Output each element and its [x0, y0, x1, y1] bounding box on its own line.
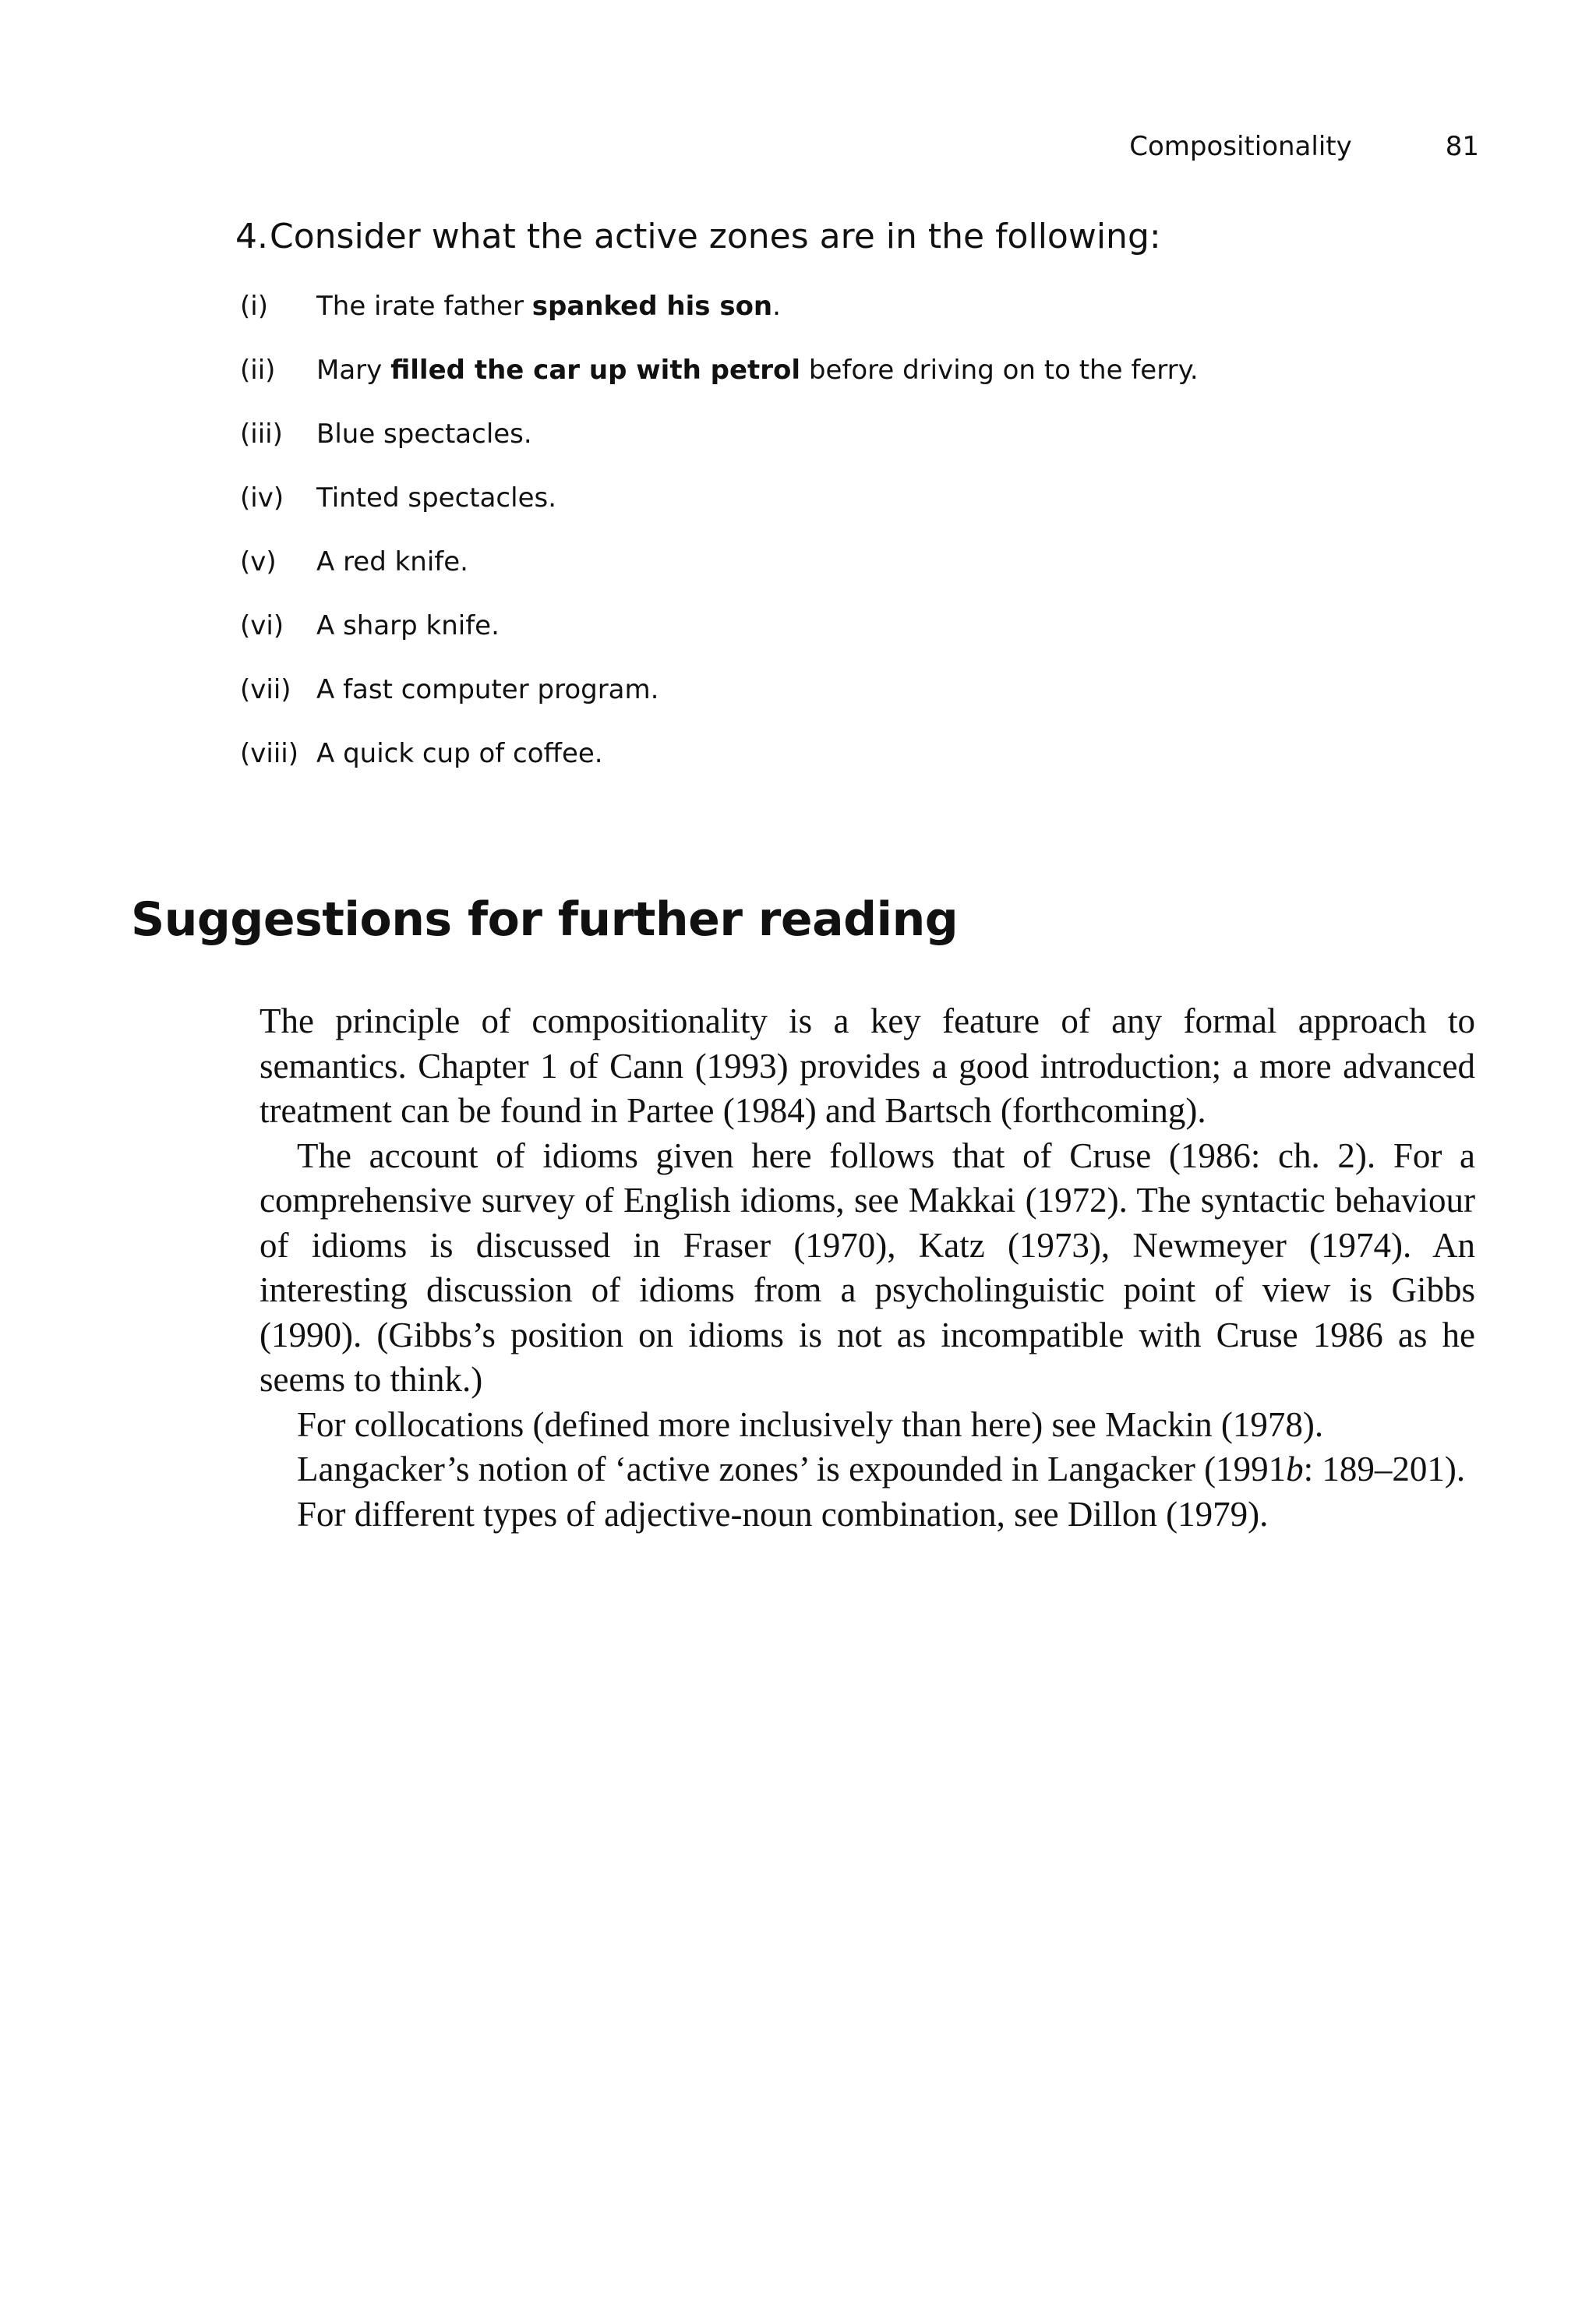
- paragraph-text: Langacker’s notion of ‘active zones’ is expounded in Langacker (1991: [297, 1450, 1287, 1489]
- item-text: Tinted spectacles.: [316, 482, 557, 514]
- item-text: Blue spectacles.: [316, 418, 532, 450]
- reading-paragraph: [260, 1492, 1475, 1538]
- item-text: [316, 291, 781, 322]
- paragraph-text: : 189–201).: [1303, 1450, 1466, 1489]
- item-marker: (iv): [240, 482, 284, 514]
- item-marker: (vi): [240, 610, 284, 641]
- item-marker: (iii): [240, 418, 283, 450]
- item-text: A red knife.: [316, 546, 468, 577]
- item-text-bold: spanked his son: [531, 291, 773, 322]
- item-text-plain: .: [772, 291, 781, 322]
- section-heading: Suggestions for further reading: [131, 892, 959, 947]
- exercise-item: [240, 355, 1513, 418]
- exercise-item: [240, 674, 1513, 738]
- item-marker: (v): [240, 546, 277, 577]
- item-marker: (viii): [240, 738, 298, 769]
- item-marker: (ii): [240, 355, 276, 386]
- item-text-plain: The irate father: [316, 291, 532, 322]
- running-head-title: Compositionality: [1129, 131, 1352, 162]
- exercise-number: 4.: [235, 217, 268, 256]
- item-text: [316, 355, 1199, 386]
- item-text: A quick cup of coffee.: [316, 738, 603, 769]
- item-text: A fast computer program.: [316, 674, 659, 705]
- item-text: A sharp knife.: [316, 610, 500, 641]
- item-marker: (vii): [240, 674, 291, 705]
- reading-paragraph: [260, 1447, 1475, 1492]
- paragraph-italic: b: [1286, 1450, 1304, 1489]
- exercise-prompt: [235, 217, 1513, 256]
- exercise-items: [235, 291, 1513, 802]
- item-text-plain: before driving on to the ferry.: [800, 355, 1199, 386]
- exercise-item: [240, 738, 1513, 802]
- exercise-prompt-text: Consider what the active zones are in the following:: [270, 217, 1161, 256]
- page-number: 81: [1445, 131, 1479, 162]
- paragraph-text: The account of idioms given here follows that of Cruse (1986: ch. 2). For a comprehensive survey of English idioms, see Makkai (1972). The syntactic behaviour of idioms is discussed in Fraser (1970), Katz (1973), Newmeyer (1974). An interesting discussion of idioms from a psycholinguistic point of view is Gibbs (1990). (Gibbs’s position on idioms is not as incompatible with Cruse 1986 as he seems to think.): [260, 1135, 1475, 1399]
- paragraph-text: For different types of adjective-noun combination, see Dillon (1979).: [297, 1494, 1269, 1534]
- further-reading-body: [260, 999, 1475, 1537]
- exercise-item: [240, 610, 1513, 674]
- exercise-4: [235, 217, 1513, 802]
- exercise-item: [240, 546, 1513, 610]
- item-text-plain: Mary: [316, 355, 391, 386]
- paragraph-text: The principle of compositionality is a key feature of any formal approach to semantics. Chapter 1 of Cann (1993) provides a good introduction; a more advanced treatment can be found in Partee (1984) and Bartsch (forthcoming).: [260, 1001, 1475, 1130]
- item-marker: (i): [240, 291, 268, 322]
- paragraph-text: For collocations (defined more inclusively than here) see Mackin (1978).: [297, 1404, 1324, 1444]
- exercise-item: [240, 418, 1513, 482]
- reading-paragraph: [260, 1134, 1475, 1403]
- reading-paragraph: [260, 1403, 1475, 1448]
- exercise-item: [240, 291, 1513, 355]
- item-text-bold: filled the car up with petrol: [390, 355, 801, 386]
- exercise-item: [240, 482, 1513, 546]
- reading-paragraph: [260, 999, 1475, 1134]
- running-head: [1129, 131, 1479, 162]
